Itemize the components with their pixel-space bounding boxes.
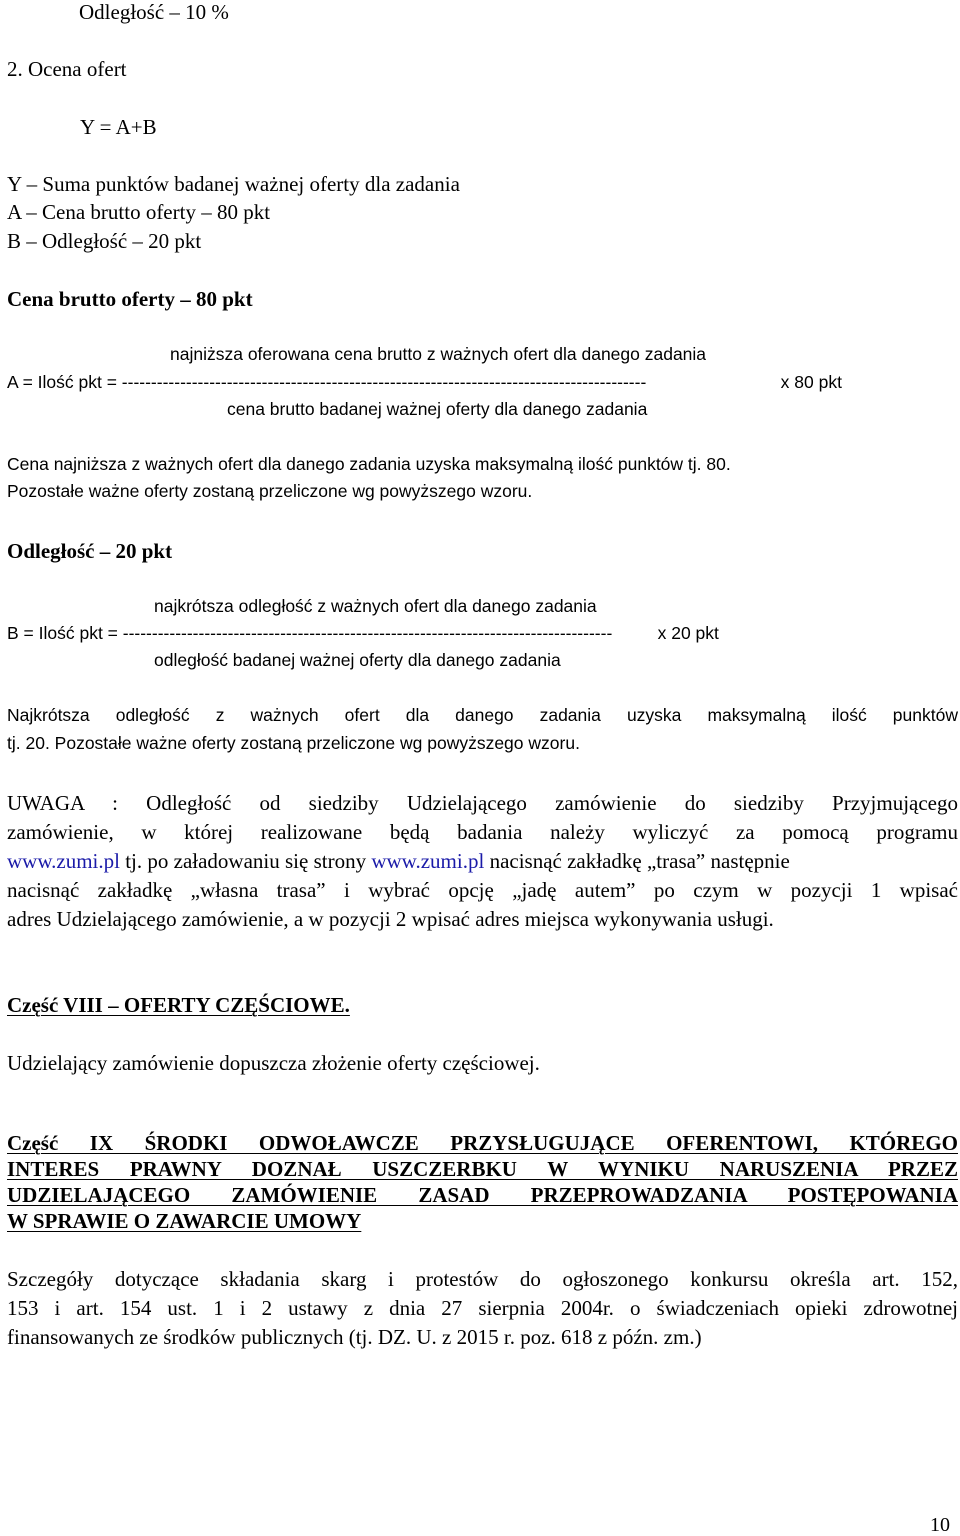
zumi-link-1[interactable]: www.zumi.pl — [7, 849, 120, 873]
legend-b: B – Odległość – 20 pkt — [7, 229, 202, 253]
price-heading: Cena brutto oferty – 80 pkt — [7, 287, 253, 311]
price-formula-multiplier: x 80 pkt — [775, 372, 842, 392]
price-formula-line — [7, 374, 842, 392]
part-9-text-line-1: Szczegóły dotyczące składania skarg i protestów do ogłoszonego konkursu określa art. 152, — [7, 1267, 958, 1291]
distance-note-2: tj. 20. Pozostałe ważne oferty zostaną przeliczone wg powyższego wzoru. — [7, 733, 580, 753]
page-number: 10 — [930, 1514, 950, 1536]
part-9-text-line-2: 153 i art. 154 ust. 1 i 2 ustawy z dnia 27 sierpnia 2004r. o świadczeniach opieki zdrowotnej — [7, 1296, 958, 1320]
distance-formula-multiplier: x 20 pkt — [652, 623, 719, 643]
uwaga-line-2: zamówienie, w której realizowane będą badania należy wyliczyć za pomocą programu — [7, 820, 958, 844]
part-9-heading-line-3: UDZIELAJĄCEGO ZAMÓWIENIE ZASAD PRZEPROWADZANIA POSTĘPOWANIA — [7, 1183, 958, 1207]
section-2-heading: 2. Ocena ofert — [7, 57, 127, 81]
part-8-heading: Część VIII – OFERTY CZĘŚCIOWE. — [7, 993, 350, 1017]
legend-a: A – Cena brutto oferty – 80 pkt — [7, 200, 271, 224]
top-line: Odległość – 10 % — [79, 0, 229, 24]
uwaga-line-1: UWAGA : Odległość od siedziby Udzielającego zamówienie do siedziby Przyjmującego — [7, 791, 958, 815]
uwaga-line-3-end: nacisnąć zakładkę „trasa” następnie — [484, 849, 790, 873]
uwaga-line-5: adres Udzielającego zamówienie, a w pozycji 2 wpisać adres miejsca wykonywania usługi. — [7, 907, 774, 931]
zumi-link-2[interactable]: www.zumi.pl — [371, 849, 485, 873]
distance-heading: Odległość – 20 pkt — [7, 539, 173, 563]
part-8-text: Udzielający zamówienie dopuszcza złożenie oferty częściowej. — [7, 1051, 540, 1075]
price-formula-lhs: A = Ilość pkt = — [7, 372, 122, 392]
part-9-heading-line-4: W SPRAWIE O ZAWARCIE UMOWY — [7, 1209, 362, 1233]
price-fraction-bar: ------------------------------------------------------------------------------------------ — [121, 374, 647, 392]
distance-fraction-bar: ------------------------------------------------------------------------------------ — [122, 625, 613, 643]
formula-y: Y = A+B — [80, 115, 157, 139]
uwaga-line-3 — [7, 851, 790, 872]
price-formula-denominator: cena brutto badanej ważnej oferty dla danego zadania — [227, 399, 648, 419]
distance-formula-lhs: B = Ilość pkt = — [7, 623, 123, 643]
legend-y: Y – Suma punktów badanej ważnej oferty dla zadania — [7, 172, 460, 196]
distance-formula-denominator: odległość badanej ważnej oferty dla danego zadania — [154, 650, 561, 670]
price-note-2: Pozostałe ważne oferty zostaną przeliczone wg powyższego wzoru. — [7, 481, 533, 501]
uwaga-line-3-mid: tj. po załadowaniu się strony — [119, 849, 372, 873]
part-9-heading-line-2: INTERES PRAWNY DOZNAŁ USZCZERBKU W WYNIKU NARUSZENIA PRZEZ — [7, 1157, 958, 1181]
distance-note-1: Najkrótsza odległość z ważnych ofert dla danego zadania uzyska maksymalną ilość punktów — [7, 705, 958, 725]
part-9-heading-line-1: Część IX ŚRODKI ODWOŁAWCZE PRZYSŁUGUJĄCE OFERENTOWI, KTÓREGO — [7, 1131, 958, 1155]
price-formula-numerator: najniższa oferowana cena brutto z ważnych ofert dla danego zadania — [170, 344, 707, 364]
part-9-text-line-3: finansowanych ze środków publicznych (tj. DZ. U. z 2015 r. poz. 618 z późn. zm.) — [7, 1325, 702, 1349]
uwaga-line-4: nacisnąć zakładkę „własna trasa” i wybrać opcję „jadę autem” po czym w pozycji 1 wpisać — [7, 878, 958, 902]
distance-formula-numerator: najkrótsza odległość z ważnych ofert dla danego zadania — [154, 596, 597, 616]
price-note-1: Cena najniższa z ważnych ofert dla danego zadania uzyska maksymalną ilość punktów tj. 80. — [7, 454, 731, 474]
distance-formula-line — [7, 625, 719, 643]
